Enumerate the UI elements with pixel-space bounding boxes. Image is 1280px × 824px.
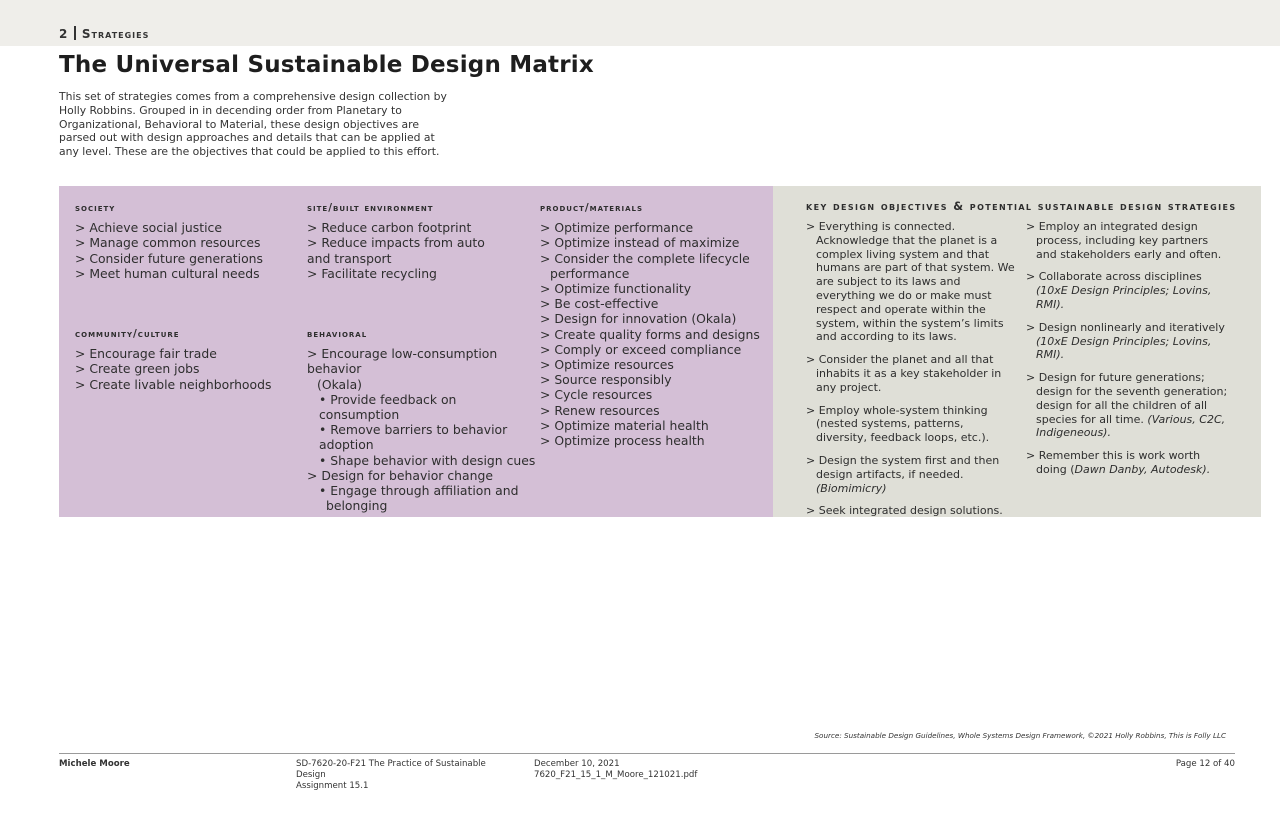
list-item: > Comply or exceed compliance [540,341,742,357]
footer-date: December 10, 2021 7620_F21_15_1_M_Moore_121021.pdf [534,759,698,780]
page-title: The Universal Sustainable Design Matrix [59,52,594,78]
citation: (Various, C2C, Indigeneous). [1036,412,1226,440]
top-header-bar [0,0,1280,46]
list-item: > Create quality forms and designs [540,326,760,342]
objective-item: > Design the system first and then design artifacts, if needed. (Biomimicry) [806,453,1000,495]
list-item: > Reduce carbon footprint [307,220,472,236]
objectives-column-2 [1026,220,1232,486]
list-item: (Okala) [317,376,363,392]
category-title: behavioral [307,328,368,340]
objective-item: > Remember this is work worth doing (Dawn Danby, Autodesk). [1026,449,1211,476]
category-items [75,220,300,281]
category-title: community/culture [75,328,180,340]
list-item: belonging [326,498,388,514]
category-items [307,220,492,281]
objectives-title: key design objectives & potential sustainable design strategies [806,200,1237,213]
list-item: > Create livable neighborhoods [75,376,272,392]
section-label [59,26,149,41]
list-item: > Cycle resources [540,387,653,403]
list-item: > Encourage fair trade [75,346,217,362]
section-name: Strategies [81,27,150,41]
category-title: site/built environment [307,202,434,214]
list-item: > Facilitate recycling [307,265,437,281]
list-item: > Consider the complete lifecycle [540,250,750,266]
footer-author: Michele Moore [59,759,130,769]
objective-item: > Employ an integrated design process, including key partners and stakeholders early and often. [1026,220,1222,261]
list-item: > Consider future generations [75,250,263,266]
list-item: > Meet human cultural needs [75,265,260,281]
list-item: > Optimize performance [540,220,694,236]
category-site-built-environment [307,201,492,281]
intro-paragraph: This set of strategies comes from a comprehensive design collection by Holly Robbins. Grouped in in decending order from Planetary to Organizational, Behavioral to Material, these design objectives are parsed out with design approaches and details that can be applied at any level. These are the objectives that could be applied to this effort. [59,90,447,159]
objective-item: > Design for future generations; design for the seventh generation; design for all the children of all species for all time. (Various, C2C, Indigeneous). [1026,371,1228,440]
citation: (10xE Design Principles; Lovins, RMI). [1036,334,1212,362]
category-society [75,201,300,281]
list-item: > Optimize functionality [540,281,692,297]
list-item: • Engage through affiliation and [319,483,519,499]
list-item: • Provide feedback on consumption [319,391,457,423]
objective-item: > Employ whole-system thinking (nested systems, patterns, diversity, feedback loops, etc.). [806,403,990,445]
category-title: society [75,202,116,214]
objective-item: > Everything is connected. Acknowledge that the planet is a complex living system and that humans are part of that system. We are subject to its laws and everything we do or make must respect and operate within the system, within the system’s limits and according to its laws. [806,220,1015,344]
list-item: > Create green jobs [75,361,200,377]
section-number: 2 [59,27,69,41]
list-item: > Optimize instead of maximize [540,235,740,251]
list-item: > Encourage low-consumption behavior [307,346,498,377]
objective-item: > Consider the planet and all that inhabits it as a key stakeholder in any project. [806,353,1002,394]
footer-divider [59,753,1235,754]
list-item: > Manage common resources [75,235,261,251]
list-item: > Achieve social justice [75,220,222,236]
category-community-culture [75,327,300,392]
objective-item: > Collaborate across disciplines (10xE Design Principles; Lovins, RMI). [1026,270,1212,311]
list-item: • Remove barriers to behavior adoption [319,422,508,453]
category-items [75,346,300,392]
list-item: > Optimize material health [540,417,709,433]
citation: (10xE Design Principles; Lovins, RMI). [1036,284,1212,311]
footer-course: SD-7620-20-F21 The Practice of Sustainable Design Assignment 15.1 [296,759,486,791]
citation: Dawn Danby, Autodesk). [1074,462,1211,476]
category-items [540,220,765,448]
objective-item: > Design nonlinearly and iteratively (10xE Design Principles; Lovins, RMI). [1026,320,1225,362]
category-items [307,346,537,513]
category-behavioral [307,327,537,513]
list-item: > Renew resources [540,402,660,418]
objectives-column-1 [806,220,1016,527]
category-title: product/materials [540,202,643,214]
list-item: > Design for innovation (Okala) [540,311,737,327]
list-item: performance [550,265,630,281]
objective-item: > Seek integrated design solutions. [806,504,1003,518]
list-item: > Optimize process health [540,433,705,449]
footer-filename: 7620_F21_15_1_M_Moore_121021.pdf [534,770,698,780]
list-item: > Design for behavior change [307,467,493,483]
list-item: > Reduce impacts from auto and transport [307,235,485,266]
list-item: > Source responsibly [540,372,672,388]
footer-page-number: Page 12 of 40 [1175,759,1235,769]
list-item: • Shape behavior with design cues [319,452,536,468]
source-note: Source: Sustainable Design Guidelines, Whole Systems Design Framework, ©2021 Holly Robbins, This is Folly LLC [814,731,1226,740]
list-item: > Optimize resources [540,357,674,373]
citation: (Biomimicry) [816,481,887,495]
list-item: > Be cost-effective [540,296,659,312]
section-divider [74,26,76,40]
category-product-materials [540,201,765,448]
